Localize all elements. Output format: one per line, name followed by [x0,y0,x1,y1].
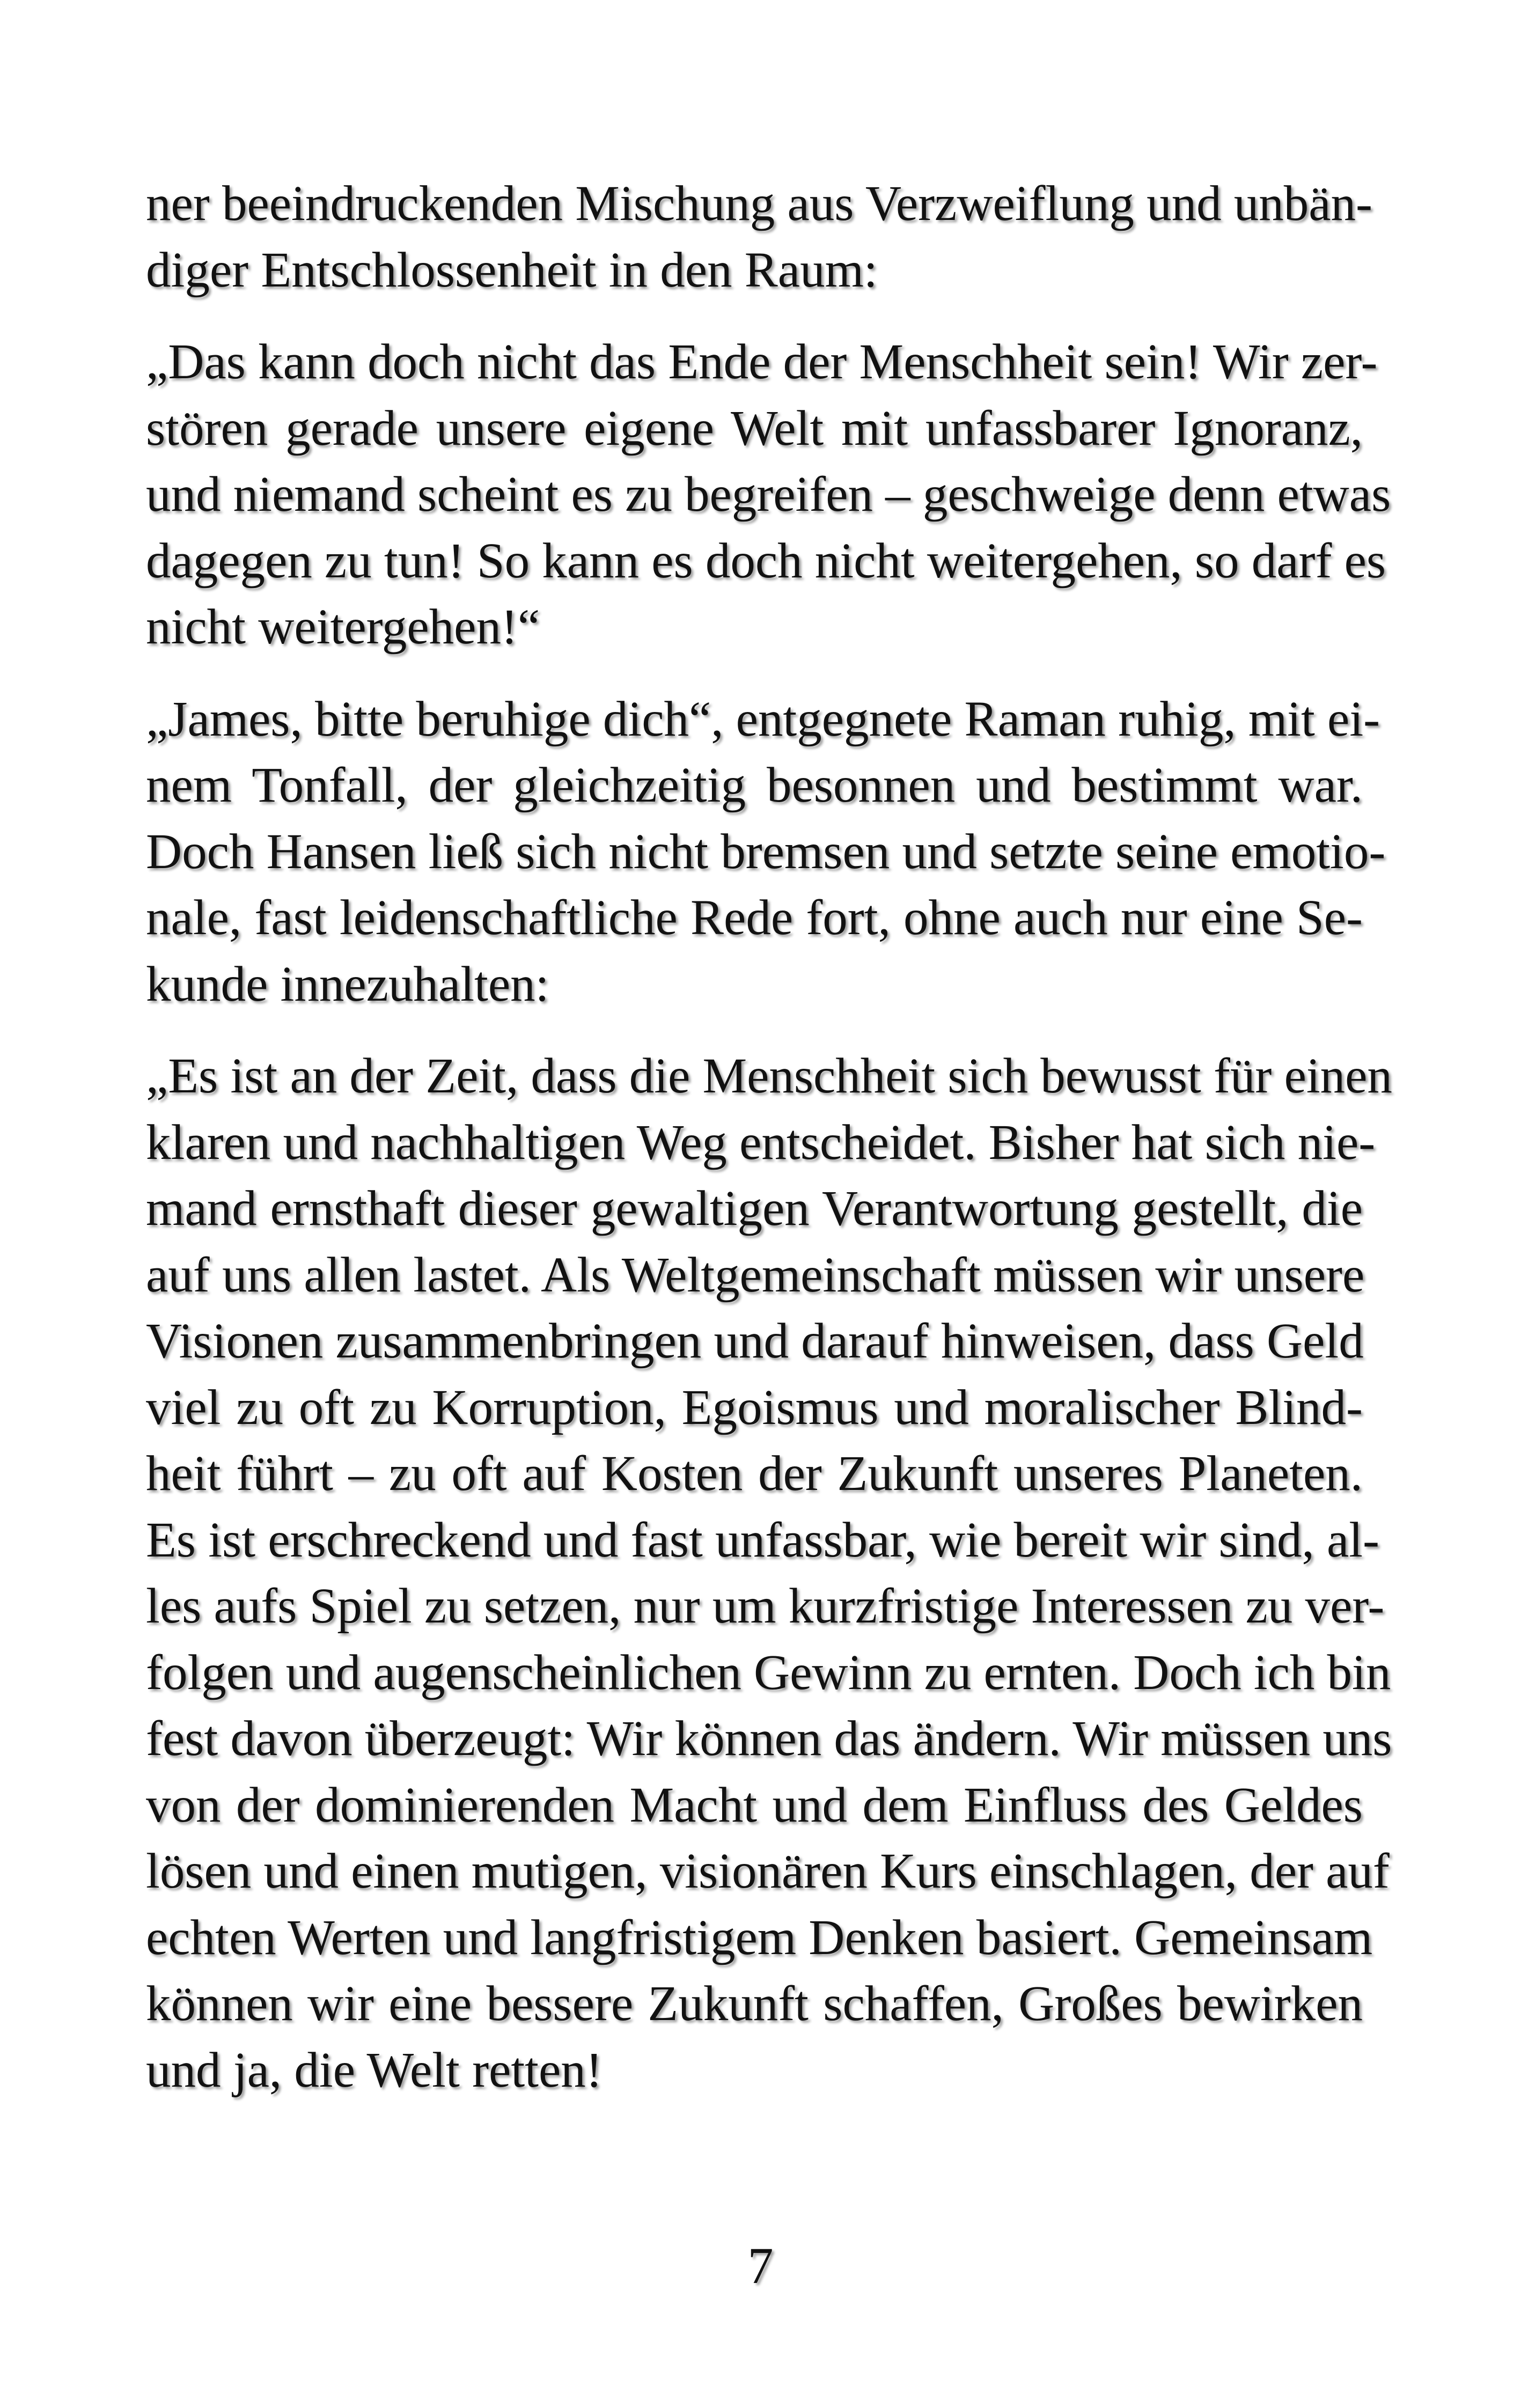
text-line: folgen und augenscheinlichen Gewinn zu ernten. Doch ich bin [146,1645,1391,1700]
text-line: fest davon überzeugt: Wir können das ändern. Wir müssen uns [146,1711,1392,1766]
paragraph-2 [146,329,1391,660]
text-line: dagegen zu tun! So kann es doch nicht weitergehen, so darf es [146,533,1386,589]
text-line: und niemand scheint es zu begreifen – geschweige denn etwas [146,467,1391,522]
text-line: auf uns allen lastet. Als Weltgemeinschaft müssen wir unsere [146,1247,1365,1303]
text-line: Es ist erschreckend und fast unfassbar, wie bereit wir sind, al- [146,1512,1380,1568]
text-line: ner beeindruckenden Mischung aus Verzweiflung und unbän- [146,176,1372,231]
text-line: Visionen zusammenbringen und darauf hinweisen, dass Geld [146,1313,1364,1369]
paragraph-4 [146,1043,1392,2103]
text-line: „James, bitte beruhige dich“, entgegnete Raman ruhig, mit ei- [146,691,1380,747]
text-line: kunde innezuhalten: [146,956,549,1012]
text-line: lösen und einen mutigen, visionären Kurs einschlagen, der auf [146,1844,1390,1899]
text-line: viel zu oft zu Korruption, Egoismus und moralischer Blind- [146,1379,1363,1435]
text-line: klaren und nachhaltigen Weg entscheidet. Bisher hat sich nie- [146,1114,1376,1170]
text-line: nicht weitergehen!“ [146,599,540,655]
paragraph-3 [146,686,1386,1018]
text-line: „Das kann doch nicht das Ende der Menschheit sein! Wir zer- [146,334,1378,390]
body-text [146,171,1392,2103]
text-line: Doch Hansen ließ sich nicht bremsen und setzte seine emotio- [146,824,1386,879]
text-line: diger Entschlossenheit in den Raum: [146,242,878,298]
text-line: stören gerade unsere eigene Welt mit unfassbarer Ignoranz, [146,400,1363,456]
text-line: heit führt – zu oft auf Kosten der Zukunft unseres Planeten. [146,1446,1363,1501]
page-number: 7 [747,2237,774,2294]
text-line: nem Tonfall, der gleichzeitig besonnen und bestimmt war. [146,758,1363,813]
text-line: nale, fast leidenschaftliche Rede fort, ohne auch nur eine Se- [146,890,1363,945]
text-line: und ja, die Welt retten! [146,2042,602,2098]
text-line: les aufs Spiel zu setzen, nur um kurzfristige Interessen zu ver- [146,1579,1385,1634]
paragraph-1 [146,171,1372,303]
text-line: von der dominierenden Macht und dem Einfluss des Geldes [146,1777,1363,1833]
text-line: echten Werten und langfristigem Denken basiert. Gemeinsam [146,1910,1373,1965]
text-line: „Es ist an der Zeit, dass die Menschheit sich bewusst für einen [146,1048,1392,1104]
text-line: können wir eine bessere Zukunft schaffen, Großes bewirken [146,1976,1363,2031]
text-line: mand ernsthaft dieser gewaltigen Verantwortung gestellt, die [146,1181,1363,1236]
